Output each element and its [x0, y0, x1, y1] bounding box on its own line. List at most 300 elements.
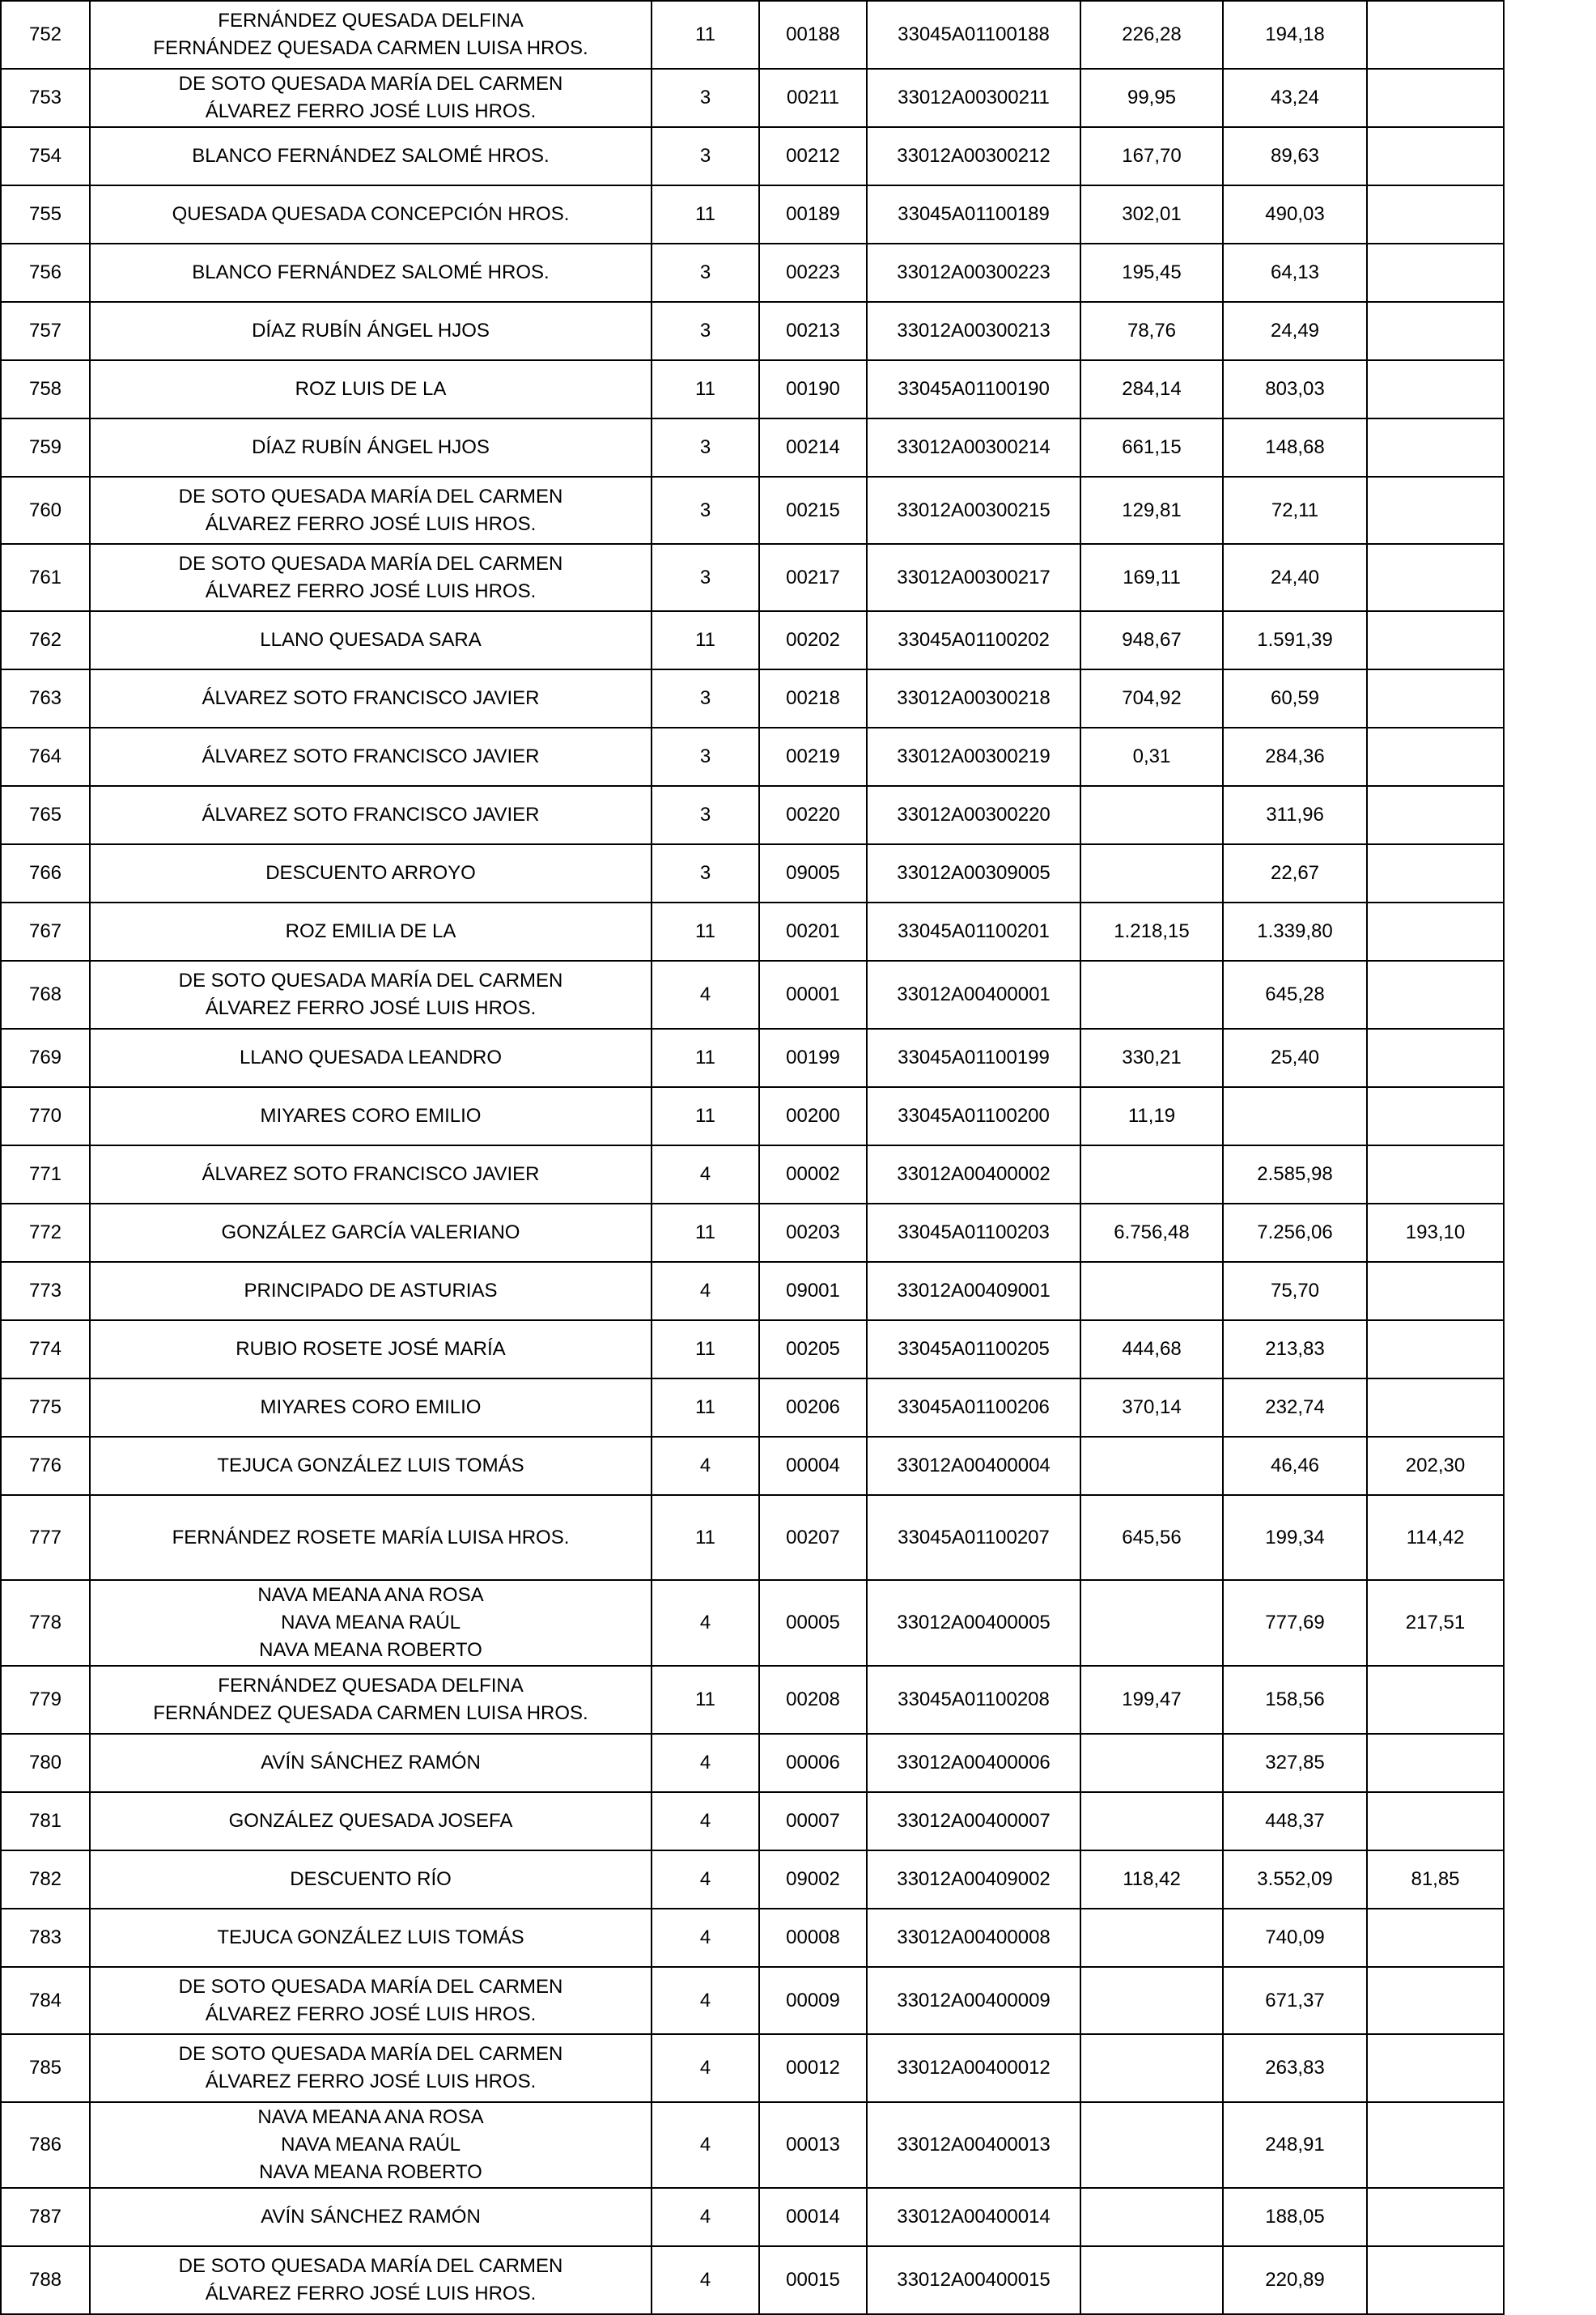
row-number-cell: 786	[1, 2102, 90, 2188]
parcel-cell: 00005	[759, 1580, 867, 1666]
owner-name: ROZ LUIS DE LA	[295, 378, 447, 400]
area-b-cell: 72,11	[1223, 477, 1367, 544]
row-number-cell: 776	[1, 1437, 90, 1495]
polygon-cell: 3	[652, 844, 759, 903]
cadastral-ref-cell: 33045A01100201	[867, 903, 1080, 961]
area-b-cell: 1.339,80	[1223, 903, 1367, 961]
cadastral-ref-cell: 33012A00400013	[867, 2102, 1080, 2188]
area-b-cell: 24,49	[1223, 302, 1367, 360]
area-a-cell	[1080, 2246, 1223, 2314]
row-number-cell: 763	[1, 669, 90, 728]
area-a-cell	[1080, 961, 1223, 1029]
owner-name: GONZÁLEZ QUESADA JOSEFA	[228, 1810, 513, 1832]
area-a-cell	[1080, 1909, 1223, 1967]
owner-cell	[90, 1087, 652, 1145]
cadastral-ref-cell: 33012A00400007	[867, 1792, 1080, 1850]
area-b-cell: 199,34	[1223, 1495, 1367, 1580]
area-c-cell	[1367, 1792, 1504, 1850]
area-c-cell	[1367, 302, 1504, 360]
parcel-cell: 00219	[759, 728, 867, 786]
owner-cell	[90, 611, 652, 669]
owner-cell	[90, 1378, 652, 1437]
cadastral-ref-cell: 33012A00300215	[867, 477, 1080, 544]
area-b-cell: 284,36	[1223, 728, 1367, 786]
parcel-cell: 00206	[759, 1378, 867, 1437]
cadastral-ref-cell: 33045A01100202	[867, 611, 1080, 669]
owner-name: AVÍN SÁNCHEZ RAMÓN	[261, 2206, 481, 2228]
area-b-cell: 220,89	[1223, 2246, 1367, 2314]
owner-cell	[90, 1967, 652, 2034]
parcel-cell: 00217	[759, 544, 867, 611]
table-row	[1, 418, 1504, 477]
area-b-cell: 327,85	[1223, 1734, 1367, 1792]
parcel-cell: 00199	[759, 1029, 867, 1087]
row-number-cell: 752	[1, 1, 90, 69]
area-b-cell: 777,69	[1223, 1580, 1367, 1666]
area-c-cell	[1367, 544, 1504, 611]
area-b-cell: 213,83	[1223, 1320, 1367, 1378]
area-b-cell: 89,63	[1223, 127, 1367, 185]
area-c-cell	[1367, 1378, 1504, 1437]
area-b-cell: 3.552,09	[1223, 1850, 1367, 1909]
row-number-cell: 767	[1, 903, 90, 961]
cadastral-ref-cell: 33012A00400005	[867, 1580, 1080, 1666]
area-b-cell: 671,37	[1223, 1967, 1367, 2034]
area-a-cell	[1080, 844, 1223, 903]
table-row	[1, 1792, 1504, 1850]
area-c-cell	[1367, 1967, 1504, 2034]
row-number-cell: 788	[1, 2246, 90, 2314]
area-a-cell	[1080, 1437, 1223, 1495]
table-row	[1, 1262, 1504, 1320]
parcel-cell: 00212	[759, 127, 867, 185]
parcel-cell: 00009	[759, 1967, 867, 2034]
owner-name: LLANO QUESADA SARA	[260, 629, 482, 651]
owner-name: DÍAZ RUBÍN ÁNGEL HJOS	[252, 436, 490, 458]
area-b-cell: 803,03	[1223, 360, 1367, 418]
polygon-cell: 11	[652, 1087, 759, 1145]
polygon-cell: 3	[652, 477, 759, 544]
cadastral-ref-cell: 33012A00300219	[867, 728, 1080, 786]
row-number-cell: 766	[1, 844, 90, 903]
polygon-cell: 4	[652, 1909, 759, 1967]
area-a-cell: 284,14	[1080, 360, 1223, 418]
table-row	[1, 1320, 1504, 1378]
polygon-cell: 11	[652, 1204, 759, 1262]
table-row	[1, 477, 1504, 544]
owner-name: FERNÁNDEZ QUESADA DELFINA	[218, 10, 524, 32]
area-a-cell: 169,11	[1080, 544, 1223, 611]
owner-name: BLANCO FERNÁNDEZ SALOMÉ HROS.	[192, 145, 550, 167]
polygon-cell: 11	[652, 1378, 759, 1437]
owner-name: LLANO QUESADA LEANDRO	[239, 1047, 503, 1068]
row-number-cell: 775	[1, 1378, 90, 1437]
polygon-cell: 3	[652, 728, 759, 786]
table-row	[1, 69, 1504, 127]
parcel-cell: 00190	[759, 360, 867, 418]
cadastral-ref-cell: 33012A00400009	[867, 1967, 1080, 2034]
cadastral-ref-cell: 33045A01100206	[867, 1378, 1080, 1437]
polygon-cell: 3	[652, 786, 759, 844]
area-c-cell	[1367, 2246, 1504, 2314]
polygon-cell: 3	[652, 302, 759, 360]
polygon-cell: 11	[652, 903, 759, 961]
owner-name: ÁLVAREZ FERRO JOSÉ LUIS HROS.	[205, 2071, 537, 2092]
cadastral-ref-cell: 33012A00300220	[867, 786, 1080, 844]
table-row	[1, 2102, 1504, 2188]
table-row	[1, 302, 1504, 360]
owner-cell	[90, 244, 652, 302]
polygon-cell: 4	[652, 961, 759, 1029]
area-a-cell: 1.218,15	[1080, 903, 1223, 961]
table-row	[1, 961, 1504, 1029]
owner-name: DE SOTO QUESADA MARÍA DEL CARMEN	[178, 1975, 563, 1998]
area-a-cell: 129,81	[1080, 477, 1223, 544]
table-row	[1, 786, 1504, 844]
area-b-cell: 7.256,06	[1223, 1204, 1367, 1262]
area-b-cell: 64,13	[1223, 244, 1367, 302]
parcel-cell: 09002	[759, 1850, 867, 1909]
table-row	[1, 1437, 1504, 1495]
polygon-cell: 4	[652, 2246, 759, 2314]
owner-name: DESCUENTO RÍO	[290, 1868, 452, 1890]
cadastral-ref-cell: 33012A00300212	[867, 127, 1080, 185]
row-number-cell: 770	[1, 1087, 90, 1145]
row-number-cell: 784	[1, 1967, 90, 2034]
area-b-cell: 2.585,98	[1223, 1145, 1367, 1204]
owner-cell	[90, 844, 652, 903]
area-c-cell: 81,85	[1367, 1850, 1504, 1909]
owner-name: GONZÁLEZ GARCÍA VALERIANO	[221, 1221, 520, 1243]
owner-cell	[90, 127, 652, 185]
cadastral-ref-cell: 33012A00400015	[867, 2246, 1080, 2314]
parcel-cell: 00007	[759, 1792, 867, 1850]
owner-name: DESCUENTO ARROYO	[265, 862, 476, 884]
owner-name: PRINCIPADO DE ASTURIAS	[244, 1280, 498, 1302]
cadastral-ref-cell: 33012A00300211	[867, 69, 1080, 127]
cadastral-ref-cell: 33045A01100208	[867, 1666, 1080, 1734]
parcel-cell: 00205	[759, 1320, 867, 1378]
cadastral-ref-cell: 33012A00300218	[867, 669, 1080, 728]
owner-name: NAVA MEANA RAÚL	[281, 2134, 461, 2156]
row-number-cell: 773	[1, 1262, 90, 1320]
row-number-cell: 765	[1, 786, 90, 844]
polygon-cell: 4	[652, 1437, 759, 1495]
row-number-cell: 754	[1, 127, 90, 185]
table-row	[1, 127, 1504, 185]
owner-name: DE SOTO QUESADA MARÍA DEL CARMEN	[178, 552, 563, 575]
area-a-cell	[1080, 1734, 1223, 1792]
owner-name: NAVA MEANA ROBERTO	[259, 2161, 482, 2183]
polygon-cell: 3	[652, 544, 759, 611]
area-c-cell: 114,42	[1367, 1495, 1504, 1580]
area-c-cell	[1367, 1029, 1504, 1087]
row-number-cell: 777	[1, 1495, 90, 1580]
cadastral-ref-cell: 33045A01100189	[867, 185, 1080, 244]
owner-name: NAVA MEANA ROBERTO	[259, 1639, 482, 1661]
area-b-cell: 60,59	[1223, 669, 1367, 728]
table-row	[1, 1850, 1504, 1909]
table-row	[1, 728, 1504, 786]
cadastral-ref-cell: 33045A01100199	[867, 1029, 1080, 1087]
owner-cell	[90, 903, 652, 961]
parcel-cell: 00220	[759, 786, 867, 844]
owner-cell	[90, 1580, 652, 1666]
area-a-cell: 330,21	[1080, 1029, 1223, 1087]
table-row	[1, 611, 1504, 669]
table-row	[1, 669, 1504, 728]
owner-name: FERNÁNDEZ QUESADA CARMEN LUISA HROS.	[153, 37, 588, 59]
area-b-cell: 311,96	[1223, 786, 1367, 844]
area-c-cell: 202,30	[1367, 1437, 1504, 1495]
area-b-cell: 24,40	[1223, 544, 1367, 611]
owner-name: BLANCO FERNÁNDEZ SALOMÉ HROS.	[192, 261, 550, 283]
polygon-cell: 4	[652, 1734, 759, 1792]
area-a-cell: 704,92	[1080, 669, 1223, 728]
owner-cell	[90, 2246, 652, 2314]
owner-cell	[90, 961, 652, 1029]
owner-name: DE SOTO QUESADA MARÍA DEL CARMEN	[178, 2255, 563, 2277]
area-c-cell	[1367, 786, 1504, 844]
polygon-cell: 4	[652, 2034, 759, 2102]
parcel-cell: 00001	[759, 961, 867, 1029]
cadastral-ref-cell: 33045A01100188	[867, 1, 1080, 69]
cadastral-ref-cell: 33012A00309005	[867, 844, 1080, 903]
row-number-cell: 780	[1, 1734, 90, 1792]
owner-name: ÁLVAREZ SOTO FRANCISCO JAVIER	[202, 1163, 540, 1185]
area-a-cell: 118,42	[1080, 1850, 1223, 1909]
polygon-cell: 4	[652, 2188, 759, 2246]
owner-cell	[90, 544, 652, 611]
owner-cell	[90, 786, 652, 844]
area-a-cell: 0,31	[1080, 728, 1223, 786]
row-number-cell: 759	[1, 418, 90, 477]
table-row	[1, 1734, 1504, 1792]
owner-name: FERNÁNDEZ QUESADA CARMEN LUISA HROS.	[153, 1702, 588, 1724]
owner-cell	[90, 1262, 652, 1320]
owner-name: ÁLVAREZ FERRO JOSÉ LUIS HROS.	[205, 100, 537, 122]
area-a-cell: 167,70	[1080, 127, 1223, 185]
cadastral-ref-cell: 33045A01100190	[867, 360, 1080, 418]
owner-name: TEJUCA GONZÁLEZ LUIS TOMÁS	[217, 1455, 524, 1476]
row-number-cell: 755	[1, 185, 90, 244]
table-row	[1, 1495, 1504, 1580]
area-c-cell	[1367, 1320, 1504, 1378]
area-b-cell: 645,28	[1223, 961, 1367, 1029]
cadastral-ref-cell: 33045A01100200	[867, 1087, 1080, 1145]
owner-cell	[90, 728, 652, 786]
parcel-cell: 09001	[759, 1262, 867, 1320]
owner-name: ROZ EMILIA DE LA	[285, 920, 456, 942]
row-number-cell: 782	[1, 1850, 90, 1909]
owner-name: FERNÁNDEZ ROSETE MARÍA LUISA HROS.	[172, 1526, 570, 1548]
owner-name: NAVA MEANA ANA ROSA	[257, 1584, 484, 1606]
row-number-cell: 762	[1, 611, 90, 669]
owner-name: ÁLVAREZ FERRO JOSÉ LUIS HROS.	[205, 2283, 537, 2304]
area-a-cell	[1080, 1967, 1223, 2034]
owner-cell	[90, 1666, 652, 1734]
row-number-cell: 757	[1, 302, 90, 360]
polygon-cell: 11	[652, 1666, 759, 1734]
area-a-cell	[1080, 786, 1223, 844]
parcel-cell: 00223	[759, 244, 867, 302]
area-b-cell: 248,91	[1223, 2102, 1367, 2188]
cadastral-ref-cell: 33012A00300217	[867, 544, 1080, 611]
owner-name: AVÍN SÁNCHEZ RAMÓN	[261, 1752, 481, 1773]
parcel-cell: 00201	[759, 903, 867, 961]
polygon-cell: 3	[652, 69, 759, 127]
owner-name: DE SOTO QUESADA MARÍA DEL CARMEN	[178, 485, 563, 508]
parcel-cell: 00012	[759, 2034, 867, 2102]
parcel-cell: 09005	[759, 844, 867, 903]
cadastral-ref-cell: 33012A00409001	[867, 1262, 1080, 1320]
parcel-cell: 00213	[759, 302, 867, 360]
area-c-cell	[1367, 1666, 1504, 1734]
area-a-cell: 948,67	[1080, 611, 1223, 669]
area-c-cell	[1367, 477, 1504, 544]
row-number-cell: 787	[1, 2188, 90, 2246]
area-c-cell	[1367, 1734, 1504, 1792]
row-number-cell: 761	[1, 544, 90, 611]
cadastral-ref-cell: 33012A00400012	[867, 2034, 1080, 2102]
area-b-cell: 75,70	[1223, 1262, 1367, 1320]
cadastral-ref-cell: 33045A01100203	[867, 1204, 1080, 1262]
table-row	[1, 1087, 1504, 1145]
area-c-cell	[1367, 728, 1504, 786]
parcel-cell: 00207	[759, 1495, 867, 1580]
parcel-cell: 00218	[759, 669, 867, 728]
parcel-cell: 00215	[759, 477, 867, 544]
row-number-cell: 785	[1, 2034, 90, 2102]
owner-cell	[90, 1495, 652, 1580]
owner-name: DE SOTO QUESADA MARÍA DEL CARMEN	[178, 970, 563, 992]
row-number-cell: 781	[1, 1792, 90, 1850]
owner-name: ÁLVAREZ FERRO JOSÉ LUIS HROS.	[205, 580, 537, 602]
row-number-cell: 758	[1, 360, 90, 418]
area-b-cell: 448,37	[1223, 1792, 1367, 1850]
area-a-cell: 370,14	[1080, 1378, 1223, 1437]
area-a-cell: 226,28	[1080, 1, 1223, 69]
owner-name: NAVA MEANA RAÚL	[281, 1612, 461, 1633]
area-a-cell: 661,15	[1080, 418, 1223, 477]
parcel-cell: 00014	[759, 2188, 867, 2246]
polygon-cell: 11	[652, 1029, 759, 1087]
parcel-cell: 00188	[759, 1, 867, 69]
cadastral-ref-cell: 33012A00409002	[867, 1850, 1080, 1909]
area-c-cell	[1367, 961, 1504, 1029]
area-b-cell: 188,05	[1223, 2188, 1367, 2246]
owner-name: TEJUCA GONZÁLEZ LUIS TOMÁS	[217, 1926, 524, 1948]
area-a-cell	[1080, 1792, 1223, 1850]
row-number-cell: 779	[1, 1666, 90, 1734]
area-c-cell	[1367, 244, 1504, 302]
area-c-cell	[1367, 127, 1504, 185]
area-c-cell	[1367, 185, 1504, 244]
row-number-cell: 753	[1, 69, 90, 127]
area-c-cell	[1367, 903, 1504, 961]
table-row	[1, 544, 1504, 611]
parcel-cell: 00203	[759, 1204, 867, 1262]
polygon-cell: 11	[652, 360, 759, 418]
parcel-cell: 00006	[759, 1734, 867, 1792]
area-a-cell	[1080, 1145, 1223, 1204]
area-c-cell	[1367, 1087, 1504, 1145]
owner-cell	[90, 185, 652, 244]
owner-cell	[90, 1437, 652, 1495]
area-a-cell: 78,76	[1080, 302, 1223, 360]
owner-name: ÁLVAREZ FERRO JOSÉ LUIS HROS.	[205, 2003, 537, 2025]
owner-cell	[90, 360, 652, 418]
owner-name: ÁLVAREZ SOTO FRANCISCO JAVIER	[202, 745, 540, 767]
area-b-cell: 263,83	[1223, 2034, 1367, 2102]
parcel-cell: 00200	[759, 1087, 867, 1145]
polygon-cell: 4	[652, 1967, 759, 2034]
cadastral-ref-cell: 33012A00300213	[867, 302, 1080, 360]
owner-cell	[90, 1734, 652, 1792]
owner-cell	[90, 418, 652, 477]
owner-name: MIYARES CORO EMILIO	[260, 1396, 482, 1418]
polygon-cell: 4	[652, 1262, 759, 1320]
table-row	[1, 1029, 1504, 1087]
polygon-cell: 11	[652, 1320, 759, 1378]
owner-name: RUBIO ROSETE JOSÉ MARÍA	[236, 1338, 506, 1360]
row-number-cell: 774	[1, 1320, 90, 1378]
owner-name: MIYARES CORO EMILIO	[260, 1105, 482, 1127]
table-row	[1, 1378, 1504, 1437]
polygon-cell: 3	[652, 418, 759, 477]
owner-cell	[90, 302, 652, 360]
table-row	[1, 1145, 1504, 1204]
area-c-cell	[1367, 1909, 1504, 1967]
area-c-cell	[1367, 2034, 1504, 2102]
area-a-cell	[1080, 2188, 1223, 2246]
parcel-cell: 00208	[759, 1666, 867, 1734]
table-row	[1, 244, 1504, 302]
polygon-cell: 3	[652, 127, 759, 185]
area-a-cell: 11,19	[1080, 1087, 1223, 1145]
area-c-cell	[1367, 1145, 1504, 1204]
owner-cell	[90, 1909, 652, 1967]
cadastral-ref-cell: 33012A00400006	[867, 1734, 1080, 1792]
cadastral-ref-cell: 33012A00400004	[867, 1437, 1080, 1495]
parcel-cell: 00013	[759, 2102, 867, 2188]
row-number-cell: 772	[1, 1204, 90, 1262]
owner-cell	[90, 1, 652, 69]
area-c-cell	[1367, 360, 1504, 418]
area-a-cell: 302,01	[1080, 185, 1223, 244]
table-row	[1, 1666, 1504, 1734]
cadastral-ref-cell: 33012A00300214	[867, 418, 1080, 477]
area-c-cell	[1367, 1, 1504, 69]
row-number-cell: 778	[1, 1580, 90, 1666]
owner-name: ÁLVAREZ SOTO FRANCISCO JAVIER	[202, 687, 540, 709]
owner-cell	[90, 1850, 652, 1909]
table-row	[1, 903, 1504, 961]
owner-cell	[90, 1145, 652, 1204]
area-b-cell	[1223, 1087, 1367, 1145]
area-a-cell	[1080, 2034, 1223, 2102]
area-a-cell	[1080, 2102, 1223, 2188]
area-a-cell: 444,68	[1080, 1320, 1223, 1378]
owner-cell	[90, 669, 652, 728]
area-b-cell: 740,09	[1223, 1909, 1367, 1967]
row-number-cell: 760	[1, 477, 90, 544]
cadastral-ref-cell: 33045A01100207	[867, 1495, 1080, 1580]
polygon-cell: 4	[652, 1580, 759, 1666]
cadastral-ref-cell: 33012A00300223	[867, 244, 1080, 302]
area-b-cell: 232,74	[1223, 1378, 1367, 1437]
table-row	[1, 2034, 1504, 2102]
